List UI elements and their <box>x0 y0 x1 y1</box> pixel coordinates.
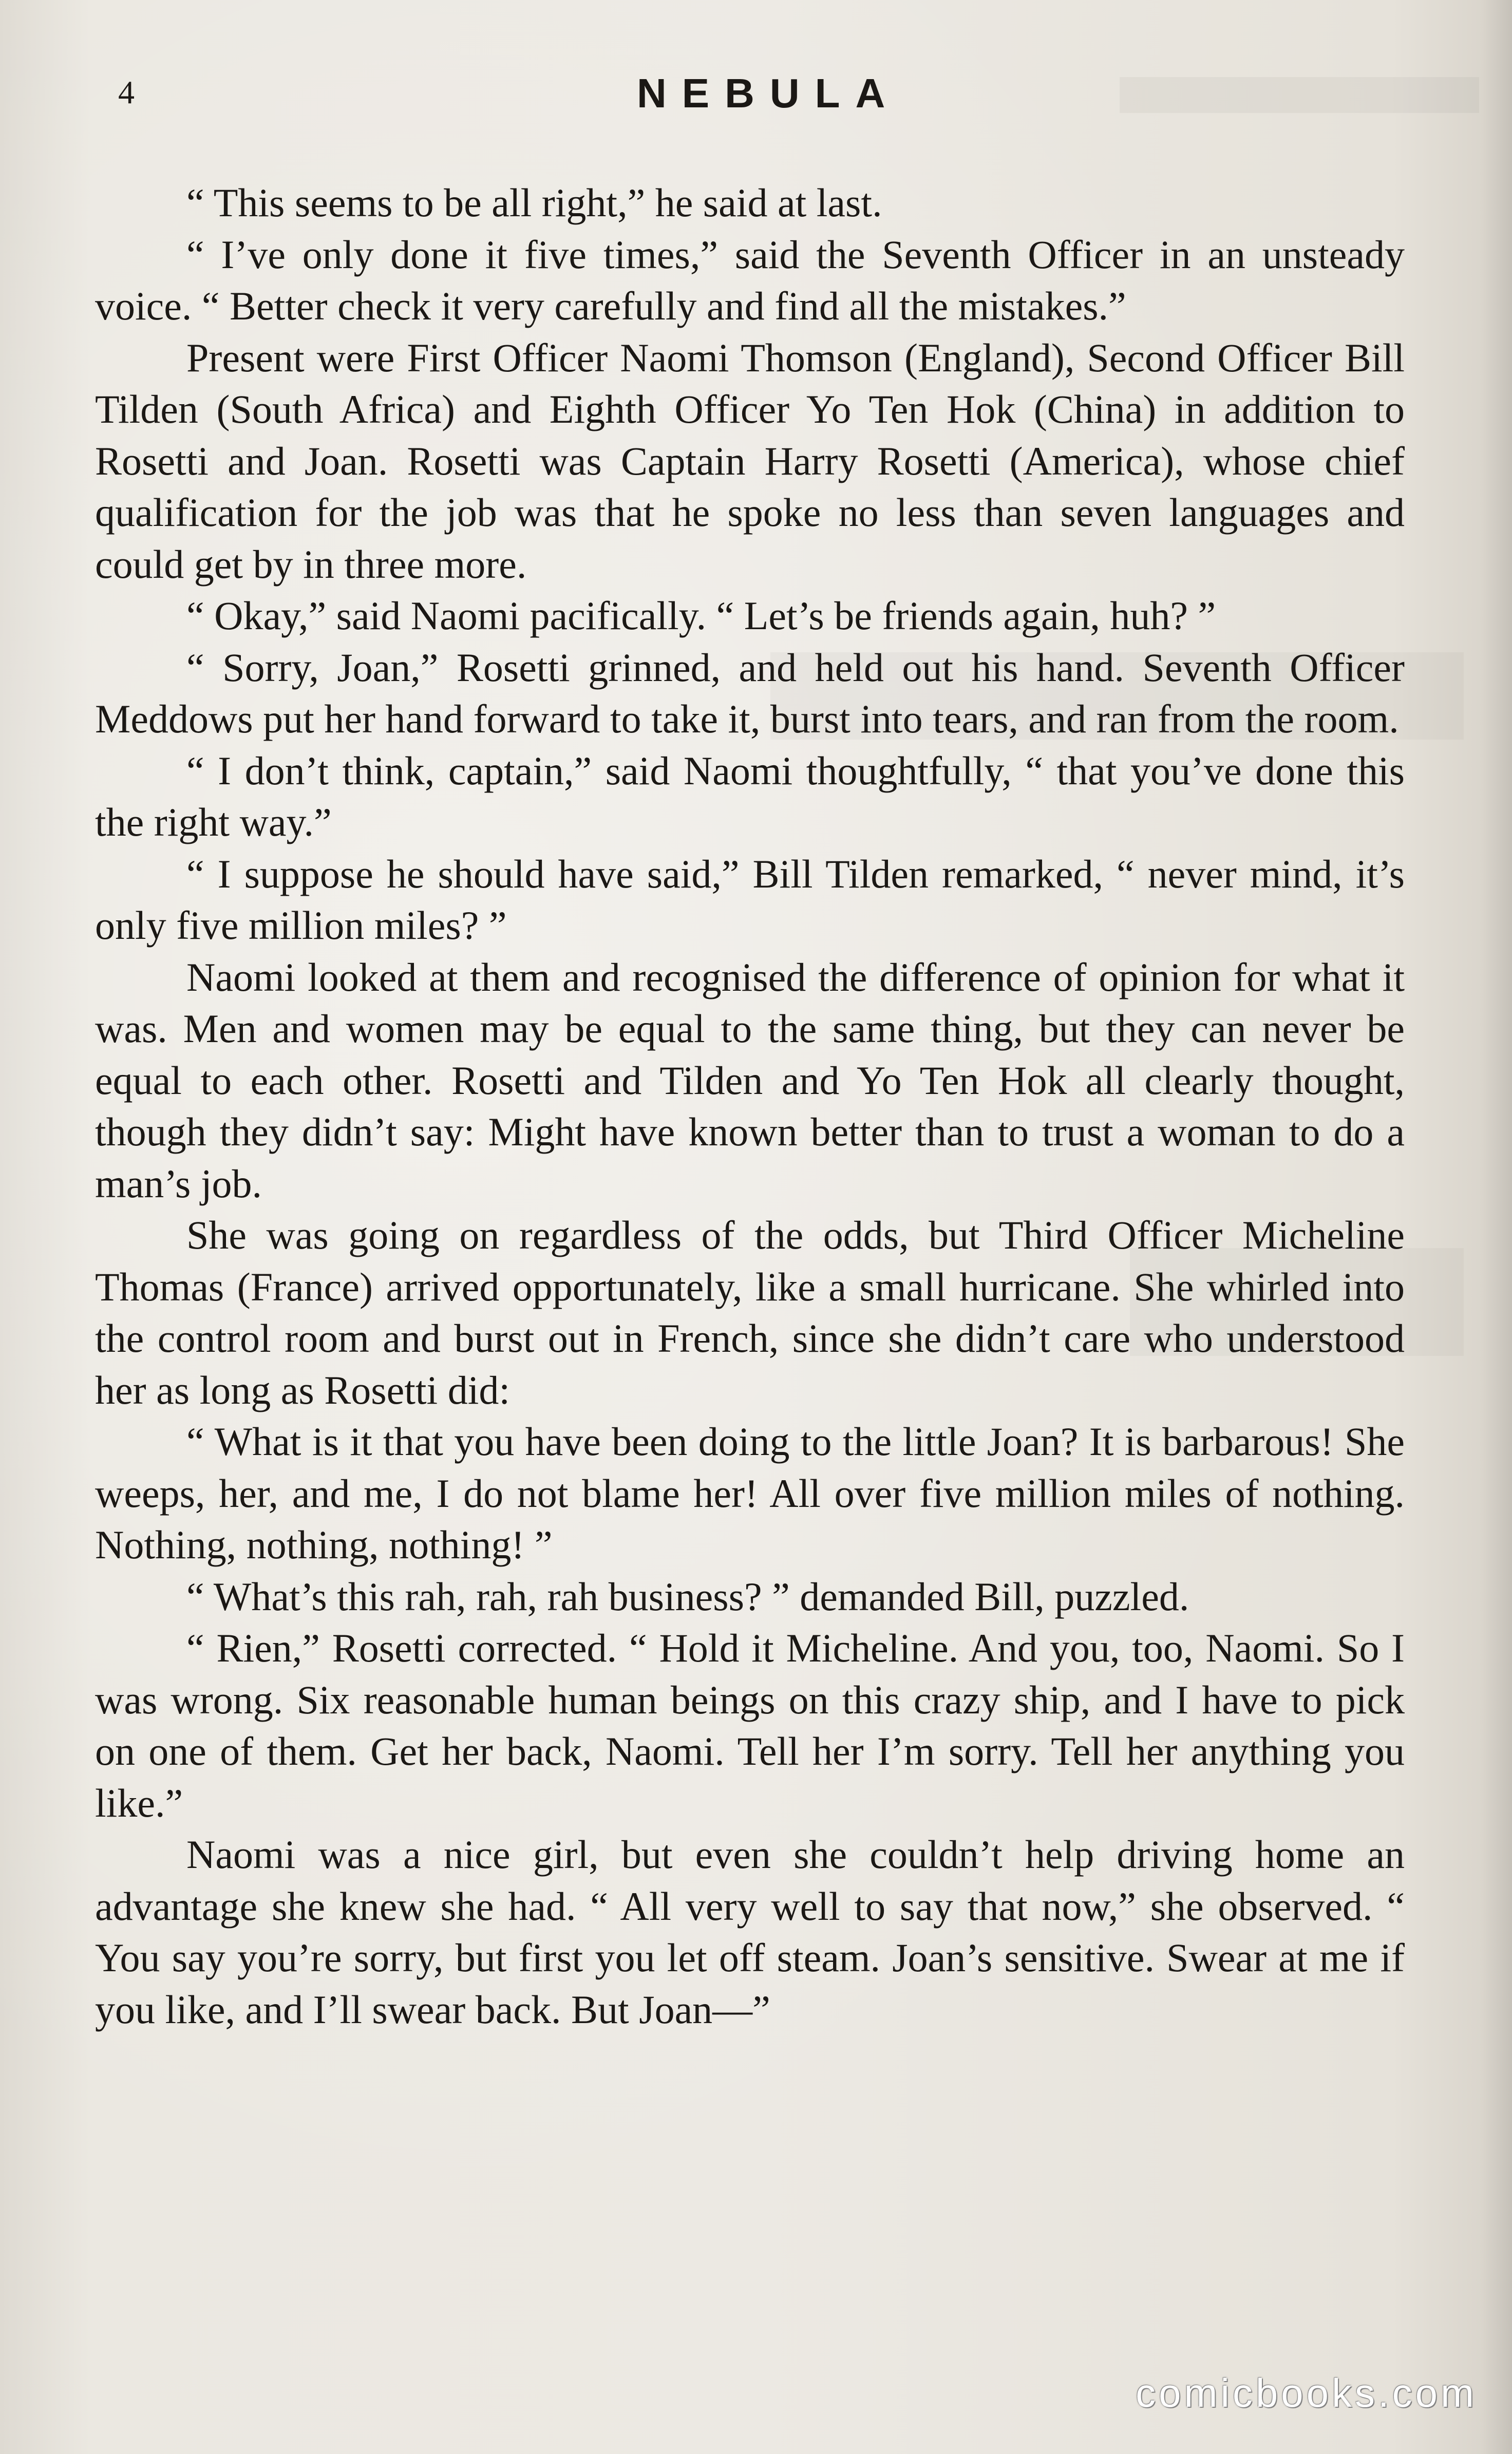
paragraph: Present were First Officer Naomi Thomson (England), Second Officer Bill Tilden (South Africa) and Eighth Officer Yo Ten Hok (China) in addition to Rosetti and Joan. Rosetti was Captain Harry Rosetti (America), whose chief qualification for the job was that he spoke no less than seven languages and could get by in three more. <box>95 335 1405 587</box>
watermark: comicbooks.com <box>1136 2370 1477 2415</box>
paragraph: “ Okay,” said Naomi pacifically. “ Let’s be friends again, huh? ” <box>186 593 1216 638</box>
paragraph: “ This seems to be all right,” he said at last. <box>186 180 882 225</box>
paragraph: “ What’s this rah, rah, rah business? ” demanded Bill, puzzled. <box>186 1574 1189 1619</box>
paragraph: Naomi was a nice girl, but even she couldn’t help driving home an advantage she knew she had. “ All very well to say that now,” she observed. “ You say you’re sorry, but first you let off steam. Joan’s sensitive. Swear at me if you like, and I’ll swear back. But Joan—” <box>95 1832 1405 2032</box>
body-text <box>95 177 1405 2035</box>
show-through-shadow <box>1120 77 1479 113</box>
paragraph: Naomi looked at them and recognised the difference of opinion for what it was. Men and women may be equal to the same thing, but they can never be equal to each other. Rosetti and Tilden and Yo Ten Hok all clearly thought, though they didn’t say: Might have known better than to trust a woman to do a man’s job. <box>95 954 1405 1206</box>
paragraph: “ What is it that you have been doing to the little Joan? It is barbarous! She weeps, her, and me, I do not blame her! All over five million miles of nothing. Nothing, nothing, nothing! ” <box>95 1419 1405 1567</box>
paragraph: She was going on regardless of the odds, but Third Officer Micheline Thomas (France) arrived opportunately, like a small hurricane. She whirled into the control room and burst out in French, since she didn’t care who understood her as long as Rosetti did: <box>95 1213 1405 1412</box>
paragraph: “ Rien,” Rosetti corrected. “ Hold it Micheline. And you, too, Naomi. So I was wrong. Six reasonable human beings on this crazy ship, and I have to pick on one of them. Get her back, Naomi. Tell her I’m sorry. Tell her anything you like.” <box>95 1626 1405 1825</box>
paragraph: “ I don’t think, captain,” said Naomi thoughtfully, “ that you’ve done this the right way.” <box>95 748 1405 844</box>
page-edge-shadow <box>1481 0 1512 2454</box>
page-number: 4 <box>118 74 135 110</box>
paragraph: “ I’ve only done it five times,” said the Seventh Officer in an unsteady voice. “ Better check it very carefully and find all the mistakes.” <box>95 232 1405 328</box>
running-head: NEBULA <box>637 70 901 116</box>
paragraph: “ I suppose he should have said,” Bill Tilden remarked, “ never mind, it’s only five million miles? ” <box>95 851 1405 948</box>
paragraph: “ Sorry, Joan,” Rosetti grinned, and held out his hand. Seventh Officer Meddows put her hand forward to take it, burst into tears, and ran from the room. <box>95 645 1405 741</box>
